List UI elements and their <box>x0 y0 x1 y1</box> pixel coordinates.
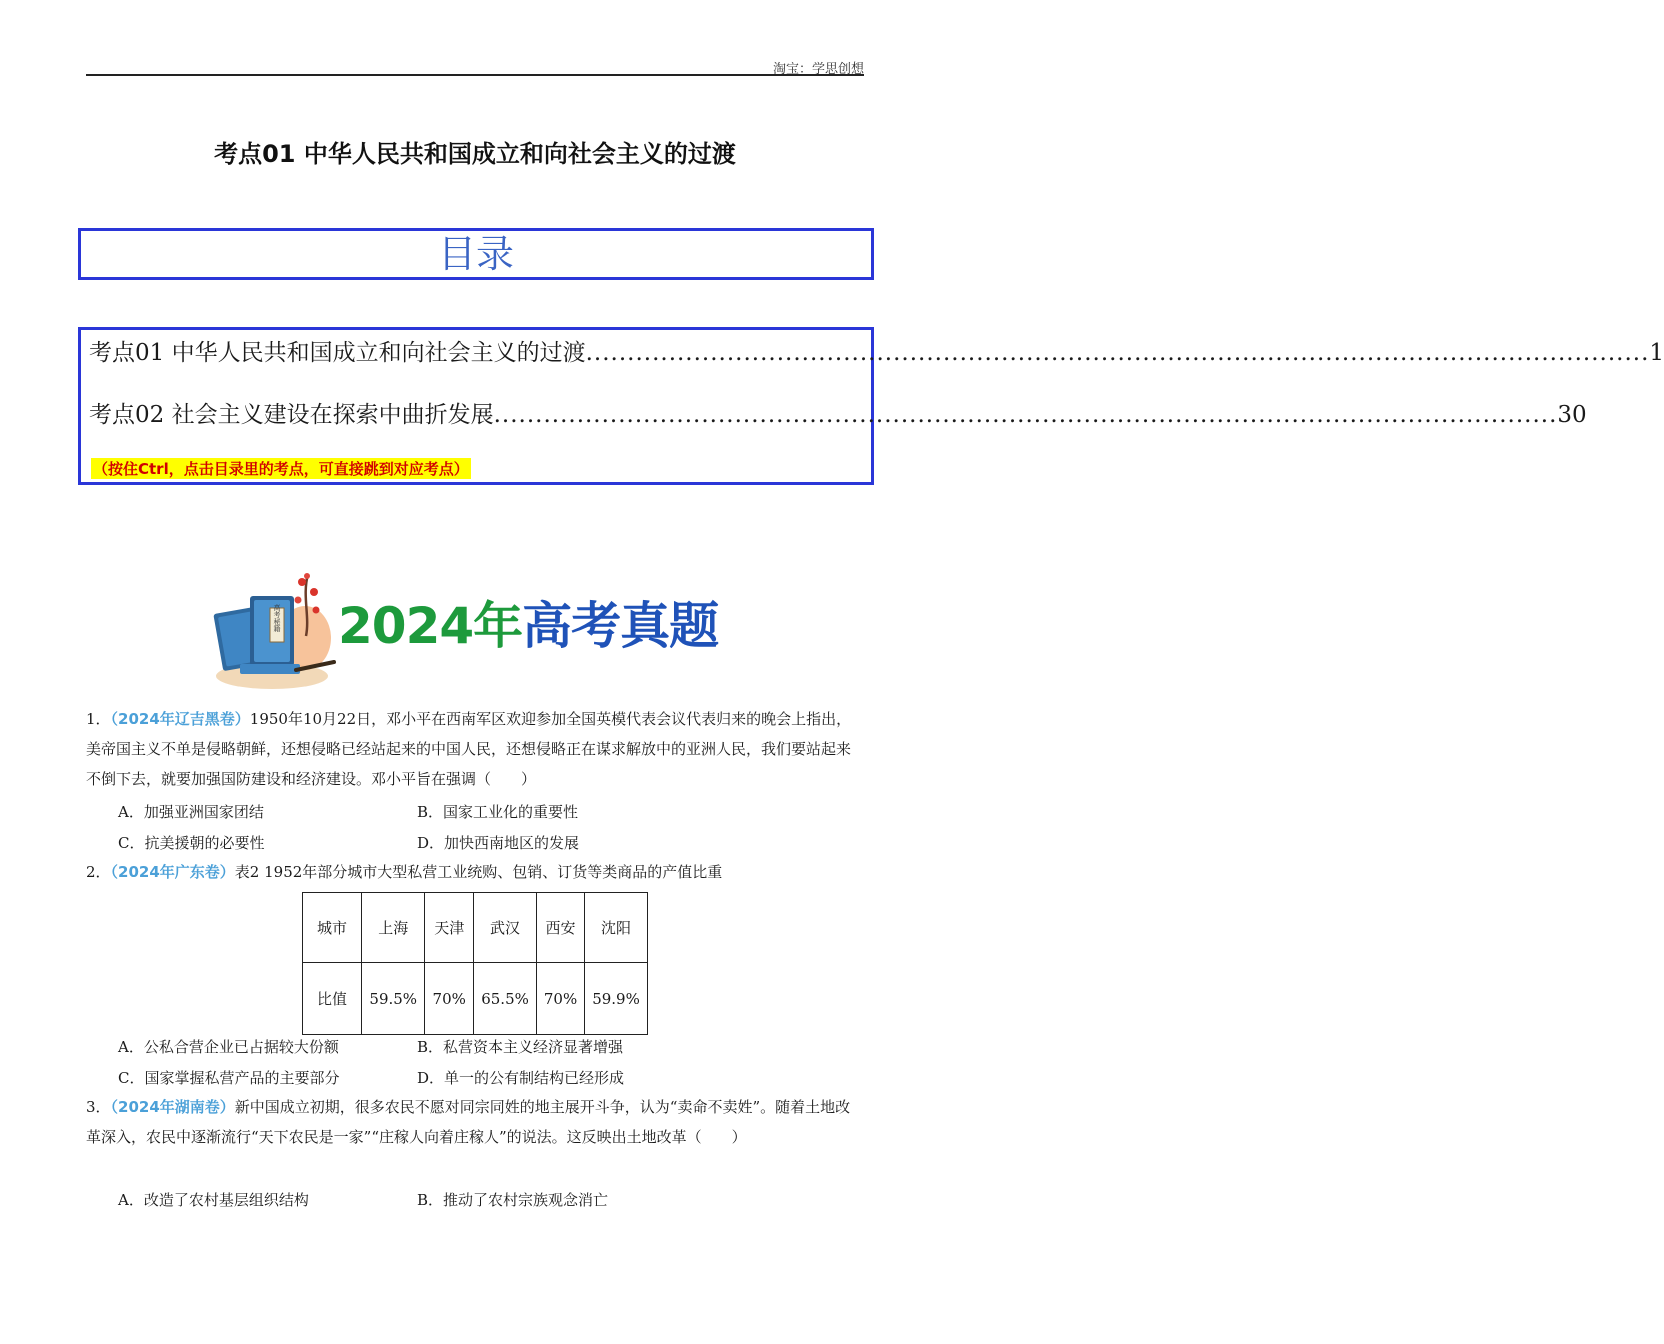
toc-leader: ................................................................................................................................ <box>585 340 1650 366</box>
table-cell: 65.5% <box>474 963 537 1035</box>
option-b[interactable]: B．国家工业化的重要性 <box>417 803 579 821</box>
question-source: （2024年辽吉黑卷） <box>110 710 250 728</box>
toc-item-label: 考点02 社会主义建设在探索中曲折发展 <box>89 402 494 428</box>
table-cell: 武汉 <box>474 893 537 963</box>
banner-title <box>338 586 718 658</box>
option-c[interactable]: C．抗美援朝的必要性 <box>118 834 265 852</box>
question-3 <box>86 1092 862 1152</box>
book-label: 高考秘籍 <box>273 604 281 632</box>
question-2 <box>86 857 862 887</box>
option-d[interactable]: D．加快西南地区的发展 <box>417 834 580 852</box>
toc-leader: ................................................................................................................................ <box>493 402 1558 428</box>
toc-item-label: 考点01 中华人民共和国成立和向社会主义的过渡 <box>89 340 586 366</box>
banner-highlight: 高考真题 <box>522 597 719 655</box>
table-cell: 城市 <box>303 893 362 963</box>
option-c[interactable]: C．国家掌握私营产品的主要部分 <box>118 1069 340 1087</box>
table-row <box>303 893 648 963</box>
option-d[interactable]: D．单一的公有制结构已经形成 <box>417 1069 625 1087</box>
data-table <box>302 892 648 1035</box>
toc-heading: 目录 <box>78 228 874 280</box>
table-cell: 59.5% <box>362 963 425 1035</box>
question-number: 2． <box>86 863 111 881</box>
question-source: （2024年广东卷） <box>110 863 235 881</box>
option-a[interactable]: A．公私合营企业已占据较大份额 <box>118 1038 339 1056</box>
table-cell: 天津 <box>425 893 474 963</box>
table-cell: 比值 <box>303 963 362 1035</box>
header-rule <box>86 74 864 76</box>
book-stack-icon <box>210 566 340 694</box>
toc-box <box>78 327 1664 485</box>
question-stem: 表2 1952年部分城市大型私营工业统购、包销、订货等类商品的产值比重 <box>234 863 723 881</box>
toc-link-1[interactable] <box>89 334 1664 367</box>
question-stem: 1950年10月22日，邓小平在西南军区欢迎参加全国英模代表会议代表归来的晚会上指出，美帝国主义不单是侵略朝鲜，还想侵略已经站起来的中国人民，还想侵略正在谋求解放中的亚洲人民，我们要站起来不倒下去，就要加强国防建设和经济建设。邓小平旨在强调（ ） <box>86 710 852 788</box>
page-title: 考点01 中华人民共和国成立和向社会主义的过渡 <box>214 140 736 168</box>
toc-item-page: 30 <box>1557 402 1587 428</box>
question-number: 3． <box>86 1098 111 1116</box>
table-cell: 上海 <box>362 893 425 963</box>
table-cell: 70% <box>425 963 474 1035</box>
table-row <box>303 963 648 1035</box>
table-cell: 70% <box>537 963 585 1035</box>
option-a[interactable]: A．加强亚洲国家团结 <box>118 803 264 821</box>
option-a[interactable]: A．改造了农村基层组织结构 <box>118 1191 309 1209</box>
option-b[interactable]: B．推动了农村宗族观念消亡 <box>417 1191 609 1209</box>
question-source: （2024年湖南卷） <box>110 1098 235 1116</box>
toc-link-2[interactable] <box>89 396 1587 429</box>
question-stem: 新中国成立初期，很多农民不愿对同宗同姓的地主展开斗争，认为“卖命不卖姓”。随着土地改革深入，农民中逐渐流行“天下农民是一家”“庄稼人向着庄稼人”的说法。这反映出土地改革（ ） <box>86 1098 851 1146</box>
banner-year: 2024年 <box>338 597 523 655</box>
table-cell: 西安 <box>537 893 585 963</box>
table-cell: 沈阳 <box>585 893 648 963</box>
option-b[interactable]: B．私营资本主义经济显著增强 <box>417 1038 624 1056</box>
question-number: 1． <box>86 710 111 728</box>
gaokao-banner <box>210 566 740 694</box>
question-1 <box>86 704 862 794</box>
header-brand: 淘宝：学思创想 <box>772 62 864 77</box>
toc-note: （按住Ctrl，点击目录里的考点，可直接跳到对应考点） <box>93 460 469 478</box>
table-cell: 59.9% <box>585 963 648 1035</box>
toc-item-page: 1 <box>1649 340 1664 366</box>
